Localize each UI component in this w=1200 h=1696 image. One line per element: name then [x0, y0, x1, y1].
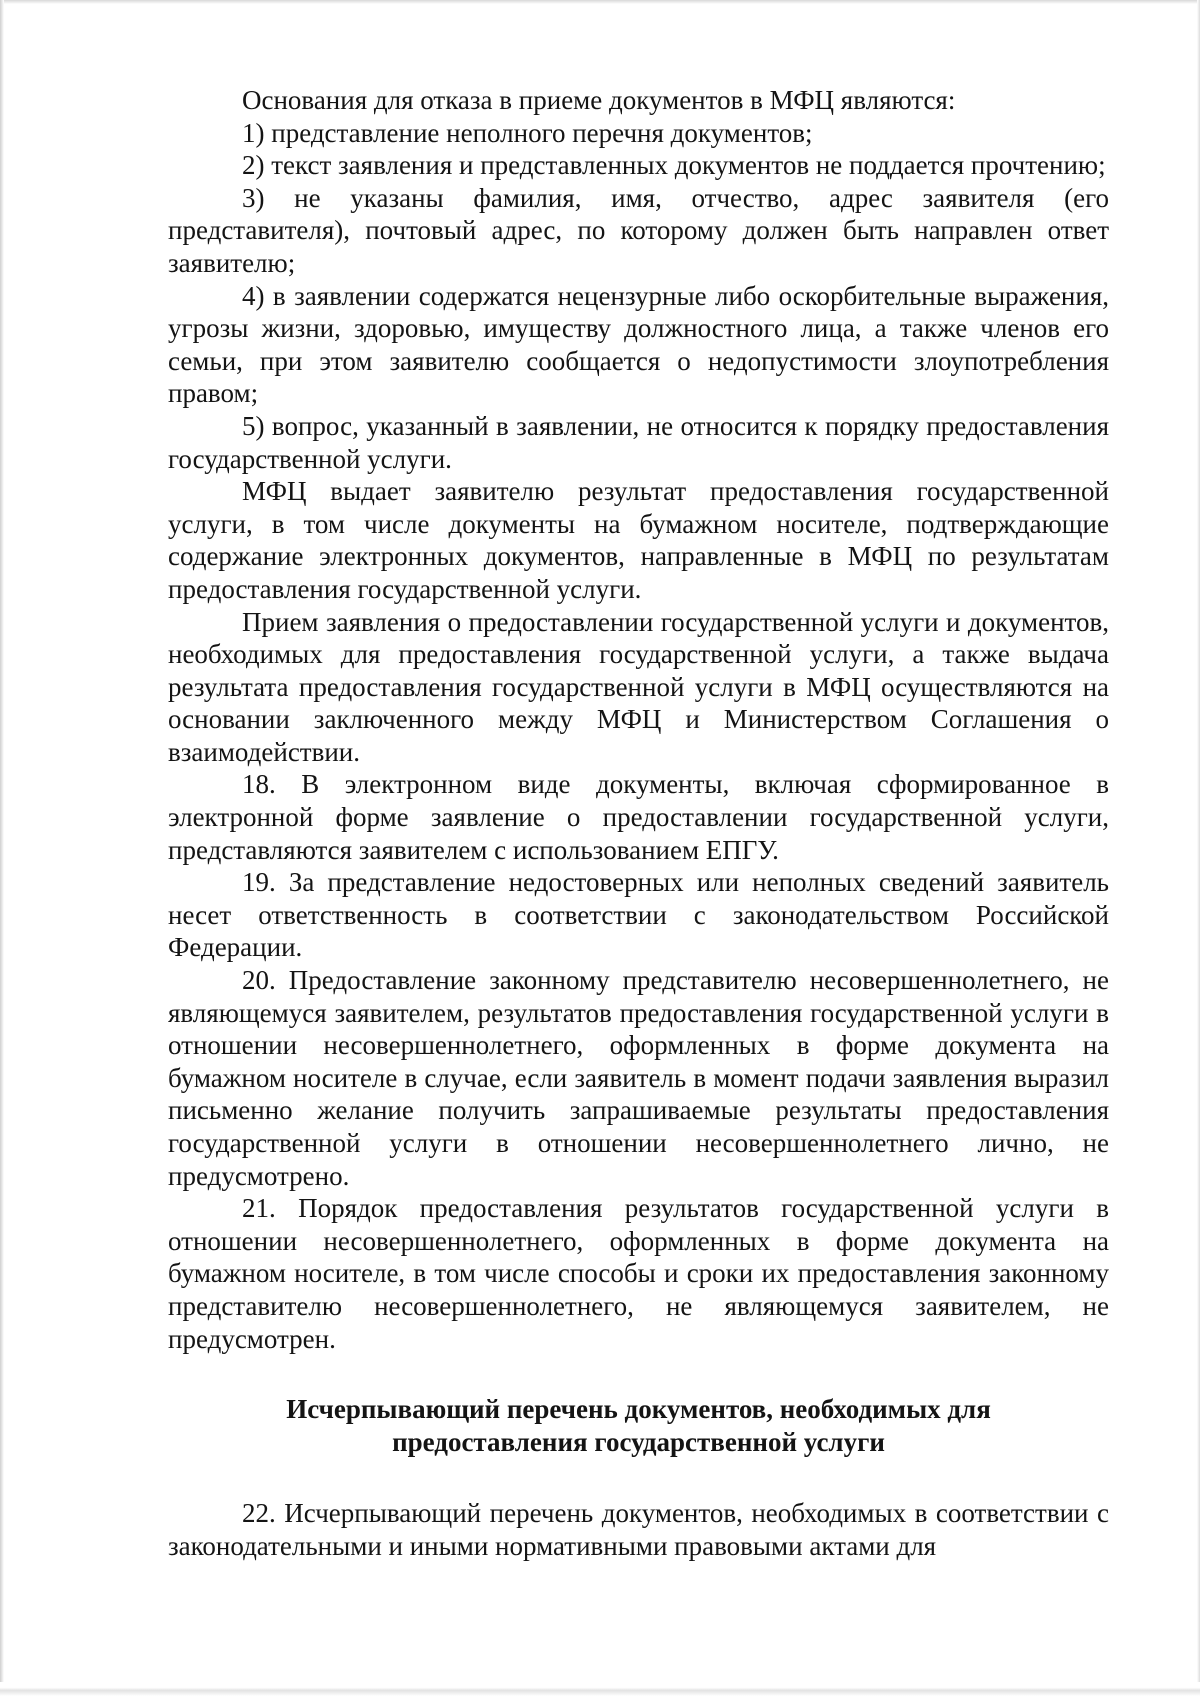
scan-edge-bottom — [0, 1682, 1200, 1696]
paragraph-refusal-item-5: 5) вопрос, указанный в заявлении, не относится к порядку предоставления государственной услуги. — [168, 410, 1109, 474]
section-heading-line-2: предоставления государственной услуги — [392, 1427, 885, 1458]
scan-edge-left — [0, 0, 4, 1696]
document-body — [168, 84, 1109, 1562]
paragraph-refusal-item-4: 4) в заявлении содержатся нецензурные либо оскорбительные выражения, угрозы жизни, здоровью, имуществу должностного лица, а также членов его семьи, при этом заявителю сообщается о недопустимости злоупотребления правом; — [168, 280, 1109, 409]
paragraph-item-22: 22. Исчерпывающий перечень документов, необходимых в соответствии с законодательными и иными нормативными правовыми актами для — [168, 1498, 1109, 1561]
scan-edge-top — [0, 0, 1200, 4]
paragraph-item-21: 21. Порядок предоставления результатов государственной услуги в отношении несовершеннолетнего, оформленных в форме документа на бумажном носителе, в том числе способы и сроки их предоставления законному представителю несовершеннолетнего, не являющемуся заявителем, не предусмотрен. — [168, 1193, 1109, 1354]
paragraph-item-20: 20. Предоставление законному представителю несовершеннолетнего, не являющемуся заявителем, результатов предоставления государственной услуги в отношении несовершеннолетнего, оформленных в форме документа на бумажном носителе в случае, если заявитель в момент подачи заявления выразил письменно желание получить запрашиваемые результаты предоставления государственной услуги в отношении несовершеннолетнего лично, не предусмотрено. — [168, 965, 1109, 1191]
paragraph-item-18: 18. В электронном виде документы, включая сформированное в электронной форме заявление о предоставлении государственной услуги, представляются заявителем с использованием ЕПГУ. — [168, 769, 1109, 865]
section-heading-line-1: Исчерпывающий перечень документов, необходимых для — [286, 1394, 991, 1425]
paragraph-mfc-result-issue: МФЦ выдает заявителю результат предоставления государственной услуги, в том числе документы на бумажном носителе, подтверждающие содержание электронных документов, направленные в МФЦ по результатам предоставления государственной услуги. — [168, 476, 1109, 604]
paragraph-refusal-item-1: 1) представление неполного перечня документов; — [242, 117, 813, 148]
paragraph-refusal-item-2: 2) текст заявления и представленных документов не поддается прочтению; — [242, 150, 1106, 181]
paragraph-refusal-grounds-intro: Основания для отказа в приеме документов в МФЦ являются: — [242, 85, 956, 115]
paragraph-item-19: 19. За представление недостоверных или неполных сведений заявитель несет ответственность в соответствии с законодательством Российской Федерации. — [168, 867, 1109, 963]
section-heading — [168, 1393, 1109, 1459]
paragraph-mfc-agreement: Прием заявления о предоставлении государственной услуги и документов, необходимых для предоставления государственной услуги, а также выдача результата предоставления государственной услуги в МФЦ осуществляются на основании заключенного между МФЦ и Министерством Соглашения о взаимодействии. — [168, 606, 1109, 767]
paragraph-refusal-item-3: 3) не указаны фамилия, имя, отчество, адрес заявителя (его представителя), почтовый адрес, по которому должен быть направлен ответ заявителю; — [168, 182, 1109, 278]
